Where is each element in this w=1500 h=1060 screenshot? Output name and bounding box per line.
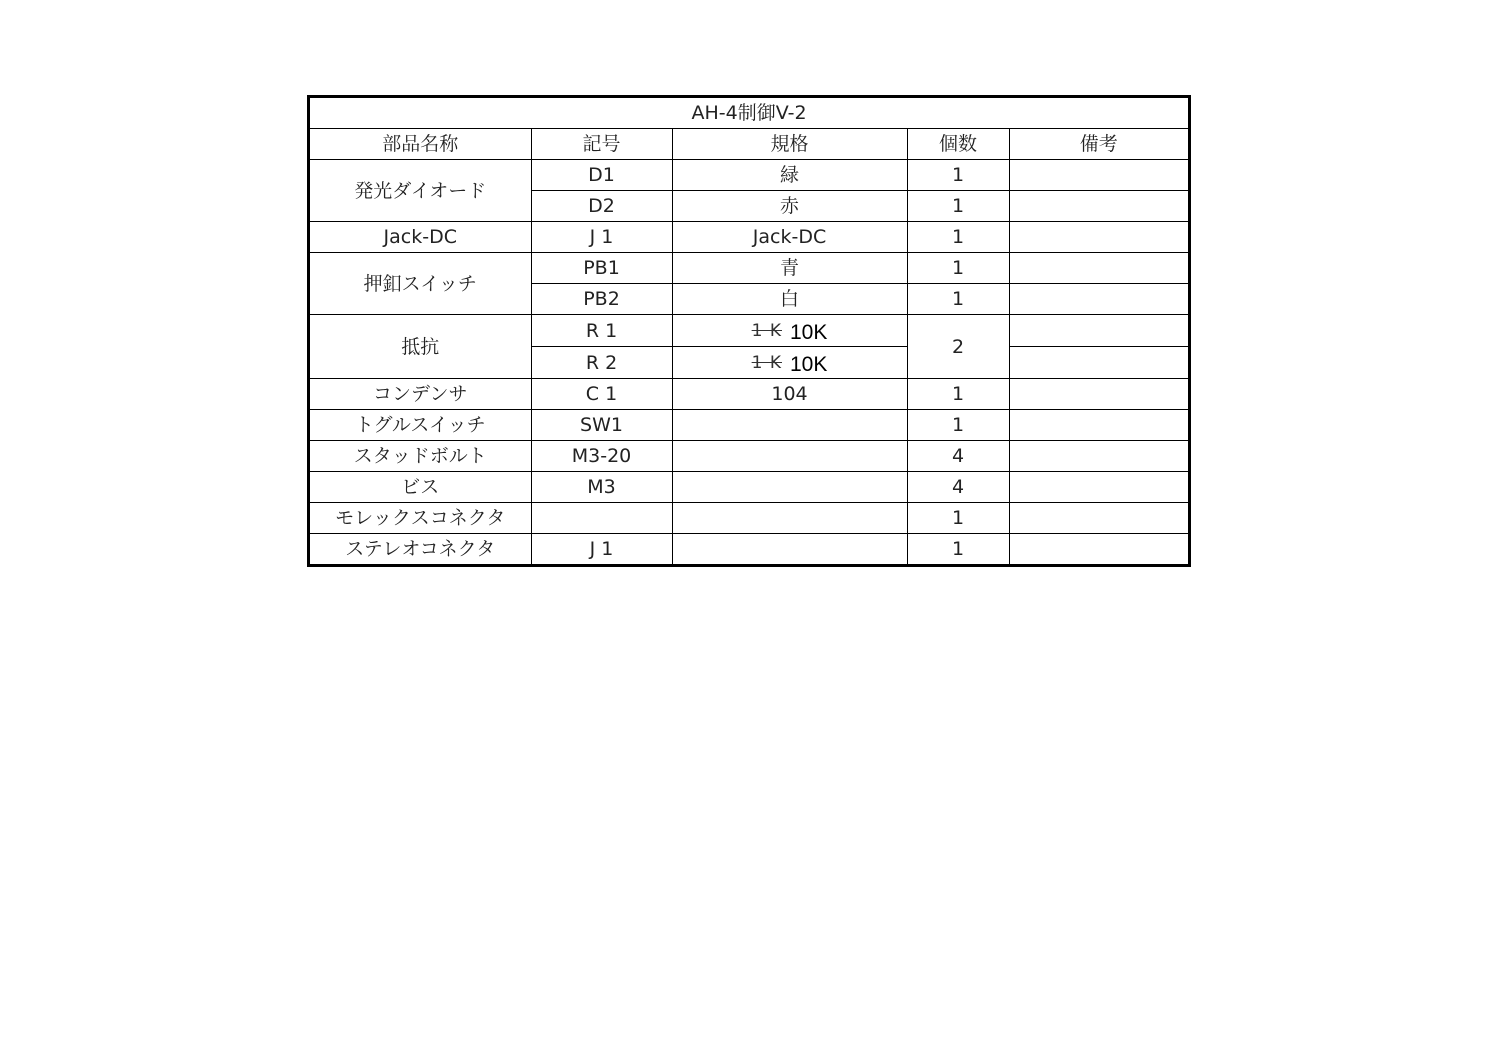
cell-note xyxy=(1009,222,1188,253)
cell-qty: 1 xyxy=(907,191,1009,222)
table-title: AH-4制御V-2 xyxy=(310,98,1188,129)
cell-spec xyxy=(672,347,907,379)
cell-name: 抵抗 xyxy=(310,315,531,379)
header-row xyxy=(310,129,1188,160)
cell-name: Jack-DC xyxy=(310,222,531,253)
cell-qty: 1 xyxy=(907,284,1009,315)
table-row xyxy=(310,503,1188,534)
table-row xyxy=(310,534,1188,565)
cell-note xyxy=(1009,410,1188,441)
cell-note xyxy=(1009,347,1188,379)
cell-qty: 1 xyxy=(907,503,1009,534)
cell-name: スタッドボルト xyxy=(310,441,531,472)
cell-name: モレックスコネクタ xyxy=(310,503,531,534)
header-name: 部品名称 xyxy=(310,129,531,160)
table-row xyxy=(310,253,1188,284)
cell-name: トグルスイッチ xyxy=(310,410,531,441)
cell-spec xyxy=(672,410,907,441)
cell-name: 押釦スイッチ xyxy=(310,253,531,315)
cell-spec xyxy=(672,503,907,534)
cell-note xyxy=(1009,503,1188,534)
cell-spec: 104 xyxy=(672,379,907,410)
cell-symbol: C 1 xyxy=(531,379,672,410)
cell-name: コンデンサ xyxy=(310,379,531,410)
cell-symbol: PB2 xyxy=(531,284,672,315)
spec-old-value: 1 K xyxy=(751,321,782,341)
cell-qty: 2 xyxy=(907,315,1009,379)
cell-spec: 赤 xyxy=(672,191,907,222)
table-row xyxy=(310,441,1188,472)
cell-name: ステレオコネクタ xyxy=(310,534,531,565)
cell-spec xyxy=(672,441,907,472)
table-row xyxy=(310,315,1188,347)
spec-old-value: 1 K xyxy=(751,353,782,373)
cell-note xyxy=(1009,284,1188,315)
table-row xyxy=(310,160,1188,191)
cell-spec: Jack-DC xyxy=(672,222,907,253)
cell-symbol: R 1 xyxy=(531,315,672,347)
header-note: 備考 xyxy=(1009,129,1188,160)
parts-list-sheet xyxy=(307,95,1191,567)
cell-symbol: J 1 xyxy=(531,534,672,565)
cell-symbol: PB1 xyxy=(531,253,672,284)
cell-symbol: M3-20 xyxy=(531,441,672,472)
cell-qty: 1 xyxy=(907,379,1009,410)
cell-qty: 1 xyxy=(907,534,1009,565)
cell-symbol: D1 xyxy=(531,160,672,191)
cell-note xyxy=(1009,379,1188,410)
cell-symbol: SW1 xyxy=(531,410,672,441)
cell-qty: 4 xyxy=(907,441,1009,472)
table-row xyxy=(310,379,1188,410)
cell-qty: 1 xyxy=(907,222,1009,253)
cell-symbol: R 2 xyxy=(531,347,672,379)
cell-symbol: D2 xyxy=(531,191,672,222)
table-row xyxy=(310,410,1188,441)
cell-spec xyxy=(672,534,907,565)
cell-qty: 1 xyxy=(907,410,1009,441)
cell-name: ビス xyxy=(310,472,531,503)
cell-qty: 4 xyxy=(907,472,1009,503)
cell-symbol xyxy=(531,503,672,534)
cell-note xyxy=(1009,472,1188,503)
parts-list-table xyxy=(310,98,1188,564)
title-row xyxy=(310,98,1188,129)
table-row xyxy=(310,472,1188,503)
cell-spec: 青 xyxy=(672,253,907,284)
spec-new-value: 10K xyxy=(790,353,828,376)
cell-qty: 1 xyxy=(907,253,1009,284)
cell-name: 発光ダイオード xyxy=(310,160,531,222)
cell-note xyxy=(1009,534,1188,565)
header-spec: 規格 xyxy=(672,129,907,160)
header-qty: 個数 xyxy=(907,129,1009,160)
cell-note xyxy=(1009,160,1188,191)
cell-note xyxy=(1009,191,1188,222)
cell-spec xyxy=(672,315,907,347)
cell-symbol: M3 xyxy=(531,472,672,503)
cell-spec: 白 xyxy=(672,284,907,315)
header-symbol: 記号 xyxy=(531,129,672,160)
cell-spec: 緑 xyxy=(672,160,907,191)
cell-note xyxy=(1009,315,1188,347)
cell-spec xyxy=(672,472,907,503)
cell-qty: 1 xyxy=(907,160,1009,191)
cell-symbol: J 1 xyxy=(531,222,672,253)
spec-new-value: 10K xyxy=(790,321,828,344)
table-row xyxy=(310,222,1188,253)
cell-note xyxy=(1009,253,1188,284)
cell-note xyxy=(1009,441,1188,472)
